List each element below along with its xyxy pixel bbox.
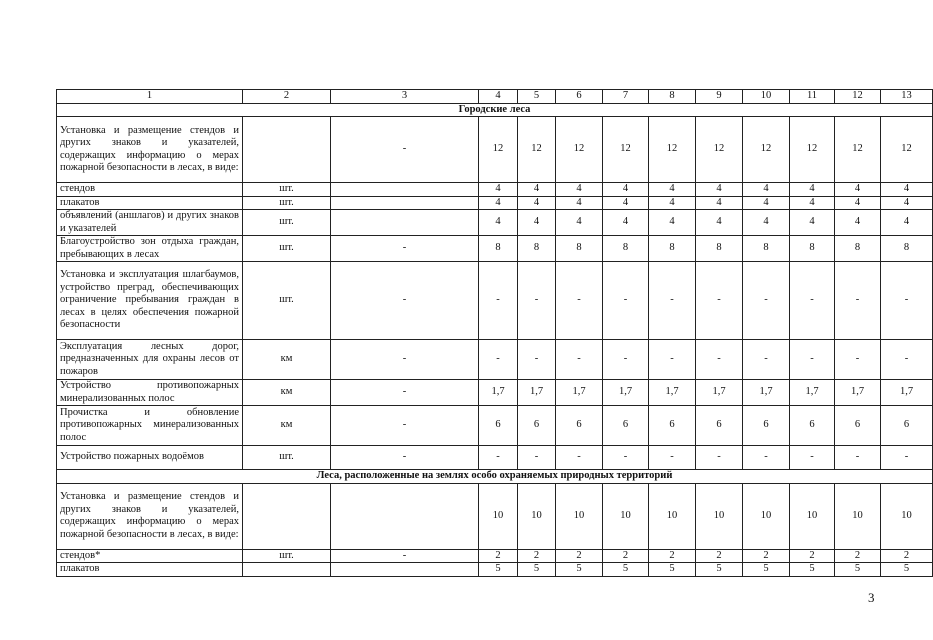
value-cell: 4 <box>790 196 835 210</box>
value-cell: 4 <box>603 196 649 210</box>
unit-cell <box>243 563 331 577</box>
value-cell: - <box>881 446 933 470</box>
value-cell: 10 <box>518 483 556 549</box>
value-cell: 8 <box>743 236 790 262</box>
value-cell: 4 <box>556 210 603 236</box>
fire-safety-table <box>56 89 933 577</box>
column-number-row <box>57 90 933 104</box>
value-cell: 2 <box>881 549 933 563</box>
column-3-cell <box>331 196 479 210</box>
column-number-cell: 13 <box>881 90 933 104</box>
value-cell: 1,7 <box>649 380 696 406</box>
unit-cell <box>243 117 331 183</box>
value-cell: - <box>518 340 556 380</box>
value-cell: - <box>649 340 696 380</box>
value-cell: 10 <box>743 483 790 549</box>
column-3-cell: - <box>331 549 479 563</box>
activity-name-cell: Прочистка и обновление противопожарных минерализованных полос <box>57 406 243 446</box>
value-cell: 10 <box>790 483 835 549</box>
value-cell: - <box>835 262 881 340</box>
value-cell: 5 <box>556 563 603 577</box>
table-row <box>57 380 933 406</box>
value-cell: 8 <box>518 236 556 262</box>
column-number-cell: 12 <box>835 90 881 104</box>
column-3-cell <box>331 563 479 577</box>
value-cell: 6 <box>696 406 743 446</box>
value-cell: 12 <box>479 117 518 183</box>
column-number-cell: 1 <box>57 90 243 104</box>
activity-name-cell: плакатов <box>57 196 243 210</box>
value-cell: - <box>556 262 603 340</box>
table-row <box>57 340 933 380</box>
value-cell: 2 <box>603 549 649 563</box>
value-cell: 4 <box>479 196 518 210</box>
unit-cell: шт. <box>243 549 331 563</box>
value-cell: - <box>790 262 835 340</box>
column-number-cell: 4 <box>479 90 518 104</box>
value-cell: 6 <box>603 406 649 446</box>
value-cell: 6 <box>743 406 790 446</box>
value-cell: 1,7 <box>835 380 881 406</box>
table-row <box>57 210 933 236</box>
value-cell: 4 <box>790 210 835 236</box>
value-cell: 4 <box>881 196 933 210</box>
value-cell: 4 <box>649 183 696 197</box>
value-cell: - <box>479 262 518 340</box>
column-number-cell: 10 <box>743 90 790 104</box>
value-cell: - <box>603 340 649 380</box>
value-cell: 8 <box>790 236 835 262</box>
section-header-row <box>57 103 933 117</box>
value-cell: - <box>556 340 603 380</box>
value-cell: 1,7 <box>556 380 603 406</box>
section-header-row <box>57 470 933 484</box>
column-3-cell: - <box>331 340 479 380</box>
value-cell: 4 <box>518 183 556 197</box>
value-cell: 10 <box>556 483 603 549</box>
table-row <box>57 236 933 262</box>
unit-cell: шт. <box>243 183 331 197</box>
value-cell: 6 <box>881 406 933 446</box>
value-cell: 4 <box>518 196 556 210</box>
value-cell: 10 <box>835 483 881 549</box>
activity-name-cell: Установка и размещение стендов и других знаков и указателей, содержащих информацию о мерах пожарной безопасности в лесах, в виде: <box>57 483 243 549</box>
value-cell: 1,7 <box>790 380 835 406</box>
value-cell: 8 <box>881 236 933 262</box>
value-cell: 1,7 <box>479 380 518 406</box>
value-cell: - <box>479 446 518 470</box>
activity-name-cell: стендов <box>57 183 243 197</box>
value-cell: - <box>790 446 835 470</box>
value-cell: 6 <box>649 406 696 446</box>
column-number-cell: 7 <box>603 90 649 104</box>
table-row <box>57 406 933 446</box>
value-cell: 2 <box>518 549 556 563</box>
value-cell: 6 <box>790 406 835 446</box>
value-cell: 4 <box>696 210 743 236</box>
value-cell: 12 <box>790 117 835 183</box>
value-cell: - <box>603 262 649 340</box>
value-cell: 10 <box>881 483 933 549</box>
page-number: 3 <box>868 590 875 605</box>
value-cell: 1,7 <box>881 380 933 406</box>
column-3-cell <box>331 483 479 549</box>
value-cell: 12 <box>743 117 790 183</box>
activity-name-cell: Эксплуатация лесных дорог, предназначенных для охраны лесов от пожаров <box>57 340 243 380</box>
value-cell: 2 <box>696 549 743 563</box>
value-cell: 4 <box>696 196 743 210</box>
value-cell: 4 <box>479 210 518 236</box>
column-number-cell: 11 <box>790 90 835 104</box>
value-cell: 2 <box>743 549 790 563</box>
value-cell: 5 <box>479 563 518 577</box>
value-cell: 10 <box>696 483 743 549</box>
value-cell: - <box>743 446 790 470</box>
value-cell: - <box>603 446 649 470</box>
activity-name-cell: Благоустройство зон отдыха граждан, пребывающих в лесах <box>57 236 243 262</box>
value-cell: 4 <box>835 210 881 236</box>
value-cell: 2 <box>835 549 881 563</box>
column-3-cell: - <box>331 406 479 446</box>
value-cell: 4 <box>881 210 933 236</box>
value-cell: 10 <box>649 483 696 549</box>
value-cell: - <box>881 340 933 380</box>
value-cell: 6 <box>835 406 881 446</box>
value-cell: 5 <box>835 563 881 577</box>
value-cell: 5 <box>518 563 556 577</box>
unit-cell: шт. <box>243 262 331 340</box>
column-3-cell: - <box>331 446 479 470</box>
activity-name-cell: объявлений (аншлагов) и других знаков и указателей <box>57 210 243 236</box>
unit-cell: шт. <box>243 210 331 236</box>
value-cell: 6 <box>518 406 556 446</box>
value-cell: 4 <box>696 183 743 197</box>
table-row <box>57 196 933 210</box>
activity-name-cell: плакатов <box>57 563 243 577</box>
value-cell: 5 <box>881 563 933 577</box>
value-cell: - <box>835 446 881 470</box>
value-cell: - <box>696 446 743 470</box>
table-row <box>57 549 933 563</box>
value-cell: 4 <box>743 183 790 197</box>
value-cell: 6 <box>479 406 518 446</box>
value-cell: 8 <box>696 236 743 262</box>
column-3-cell: - <box>331 117 479 183</box>
value-cell: 6 <box>556 406 603 446</box>
activity-name-cell: Устройство противопожарных минерализованных полос <box>57 380 243 406</box>
value-cell: 4 <box>835 183 881 197</box>
unit-cell: км <box>243 380 331 406</box>
column-number-cell: 9 <box>696 90 743 104</box>
value-cell: 2 <box>556 549 603 563</box>
value-cell: - <box>696 340 743 380</box>
value-cell: 4 <box>479 183 518 197</box>
value-cell: 5 <box>790 563 835 577</box>
unit-cell: км <box>243 340 331 380</box>
value-cell: 4 <box>649 196 696 210</box>
value-cell: 1,7 <box>743 380 790 406</box>
value-cell: 5 <box>603 563 649 577</box>
activity-name-cell: Установка и эксплуатация шлагбаумов, устройство преград, обеспечивающих ограничение пребывания граждан в лесах в целях обеспечения пожарной безопасности <box>57 262 243 340</box>
value-cell: 12 <box>835 117 881 183</box>
value-cell: 4 <box>649 210 696 236</box>
value-cell: 12 <box>696 117 743 183</box>
value-cell: 12 <box>603 117 649 183</box>
column-3-cell: - <box>331 236 479 262</box>
value-cell: 4 <box>603 210 649 236</box>
column-3-cell: - <box>331 380 479 406</box>
value-cell: 4 <box>835 196 881 210</box>
value-cell: 4 <box>556 183 603 197</box>
section-title: Городские леса <box>57 103 933 117</box>
table-row <box>57 262 933 340</box>
unit-cell: шт. <box>243 236 331 262</box>
value-cell: - <box>649 262 696 340</box>
value-cell: 1,7 <box>603 380 649 406</box>
value-cell: 2 <box>790 549 835 563</box>
value-cell: 4 <box>743 196 790 210</box>
column-number-cell: 6 <box>556 90 603 104</box>
column-number-cell: 8 <box>649 90 696 104</box>
value-cell: - <box>881 262 933 340</box>
value-cell: 2 <box>479 549 518 563</box>
value-cell: 4 <box>743 210 790 236</box>
table-row <box>57 563 933 577</box>
value-cell: - <box>743 262 790 340</box>
value-cell: - <box>518 262 556 340</box>
section-title: Леса, расположенные на землях особо охраняемых природных территорий <box>57 470 933 484</box>
column-number-cell: 5 <box>518 90 556 104</box>
value-cell: 10 <box>479 483 518 549</box>
column-number-cell: 3 <box>331 90 479 104</box>
unit-cell <box>243 483 331 549</box>
value-cell: - <box>479 340 518 380</box>
value-cell: - <box>696 262 743 340</box>
value-cell: 5 <box>696 563 743 577</box>
value-cell: - <box>790 340 835 380</box>
column-3-cell <box>331 183 479 197</box>
value-cell: 1,7 <box>696 380 743 406</box>
value-cell: 4 <box>518 210 556 236</box>
value-cell: 12 <box>518 117 556 183</box>
value-cell: 8 <box>556 236 603 262</box>
value-cell: 8 <box>603 236 649 262</box>
unit-cell: шт. <box>243 196 331 210</box>
unit-cell: км <box>243 406 331 446</box>
table-row <box>57 446 933 470</box>
value-cell: 5 <box>649 563 696 577</box>
value-cell: 8 <box>649 236 696 262</box>
value-cell: 8 <box>479 236 518 262</box>
unit-cell: шт. <box>243 446 331 470</box>
column-number-cell: 2 <box>243 90 331 104</box>
value-cell: 4 <box>881 183 933 197</box>
activity-name-cell: стендов* <box>57 549 243 563</box>
value-cell: - <box>835 340 881 380</box>
value-cell: 4 <box>603 183 649 197</box>
value-cell: - <box>518 446 556 470</box>
value-cell: 2 <box>649 549 696 563</box>
table-row <box>57 483 933 549</box>
value-cell: 8 <box>835 236 881 262</box>
value-cell: 10 <box>603 483 649 549</box>
value-cell: 12 <box>649 117 696 183</box>
table-row <box>57 183 933 197</box>
column-3-cell <box>331 210 479 236</box>
value-cell: 12 <box>556 117 603 183</box>
activity-name-cell: Установка и размещение стендов и других знаков и указателей, содержащих информацию о мерах пожарной безопасности в лесах, в виде: <box>57 117 243 183</box>
value-cell: 4 <box>790 183 835 197</box>
value-cell: 4 <box>556 196 603 210</box>
activity-name-cell: Устройство пожарных водоёмов <box>57 446 243 470</box>
value-cell: - <box>556 446 603 470</box>
value-cell: 12 <box>881 117 933 183</box>
value-cell: - <box>649 446 696 470</box>
column-3-cell: - <box>331 262 479 340</box>
value-cell: - <box>743 340 790 380</box>
table-row <box>57 117 933 183</box>
value-cell: 5 <box>743 563 790 577</box>
value-cell: 1,7 <box>518 380 556 406</box>
